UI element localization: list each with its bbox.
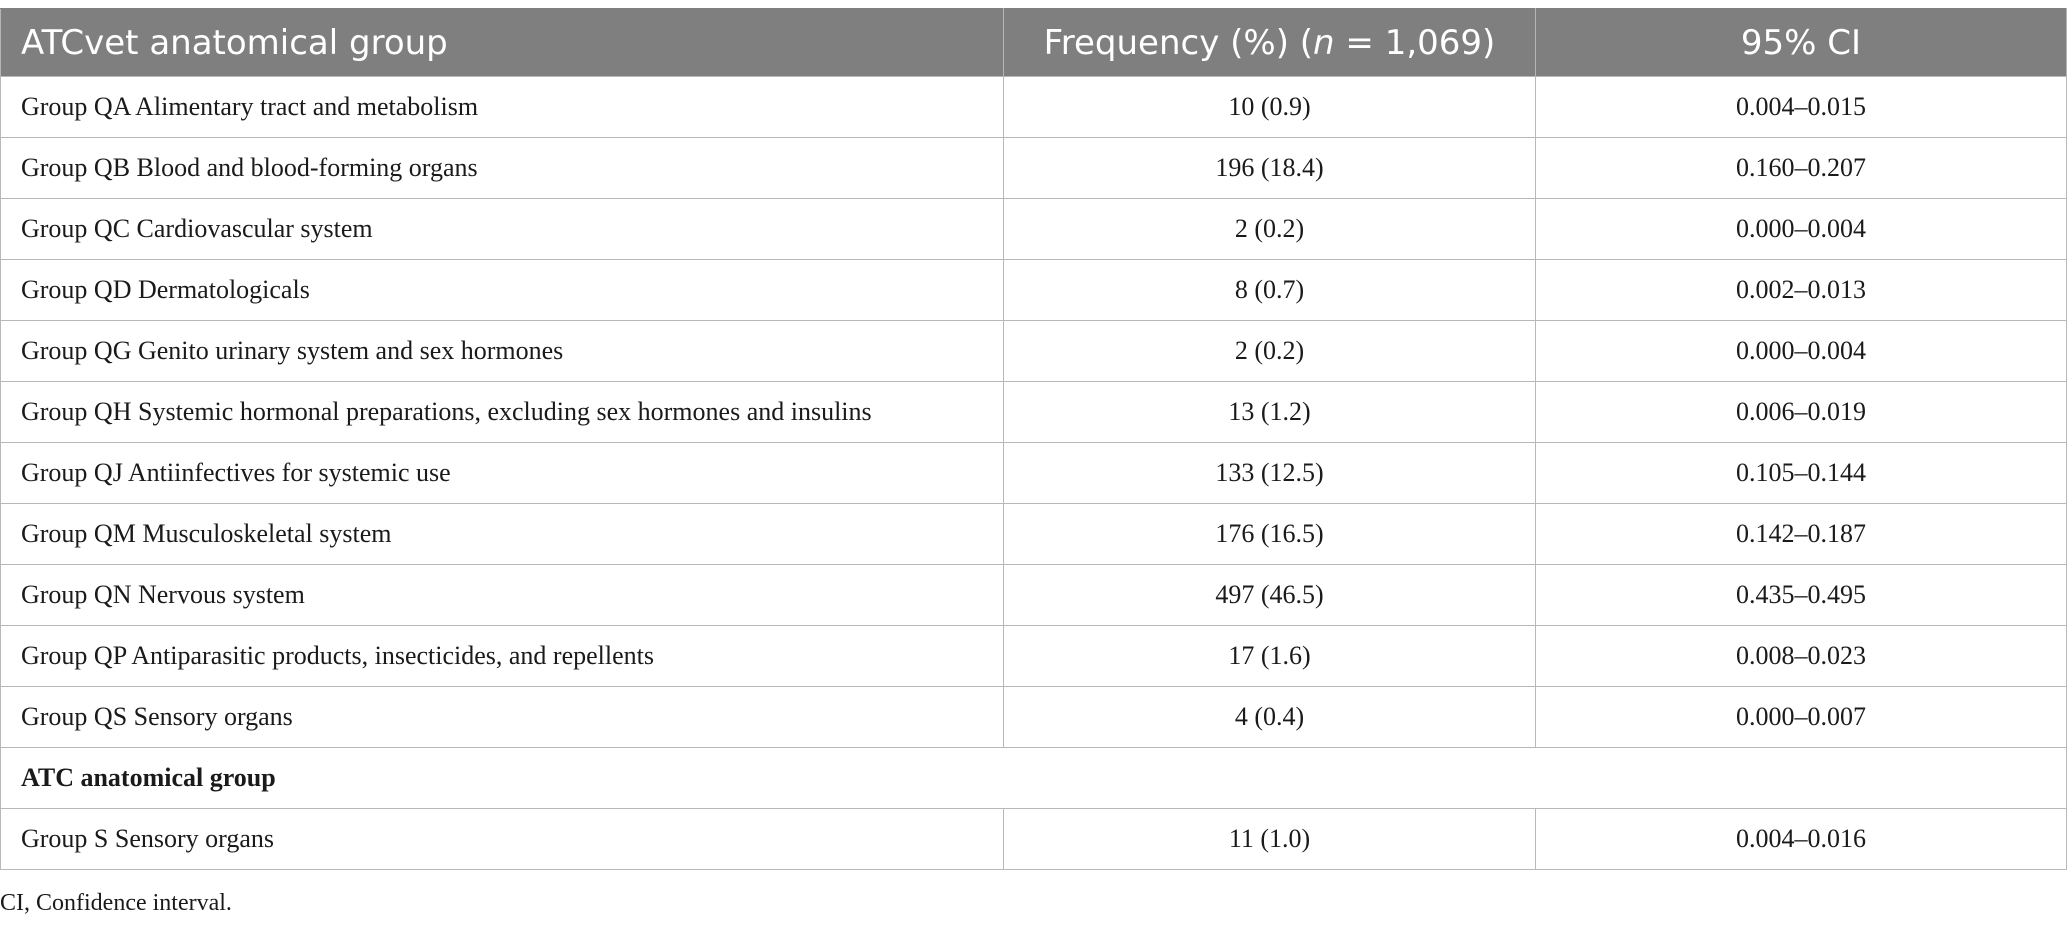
row-group-label: Group S Sensory organs (1, 809, 1004, 870)
row-ci: 0.006–0.019 (1536, 382, 2067, 443)
row-group-label: Group QJ Antiinfectives for systemic use (1, 443, 1004, 504)
table-row (1, 565, 2067, 626)
row-frequency: 17 (1.6) (1004, 626, 1536, 687)
row-group-label: Group QD Dermatologicals (1, 260, 1004, 321)
row-group-label: Group QC Cardiovascular system (1, 199, 1004, 260)
table-row (1, 77, 2067, 138)
header-ci: 95% CI (1536, 9, 2067, 77)
table-footnote: CI, Confidence interval. (0, 890, 232, 916)
row-frequency: 11 (1.0) (1004, 809, 1536, 870)
row-group-label: Group QM Musculoskeletal system (1, 504, 1004, 565)
table-row (1, 138, 2067, 199)
row-frequency: 2 (0.2) (1004, 321, 1536, 382)
row-group-label: Group QB Blood and blood-forming organs (1, 138, 1004, 199)
header-atcvet-group: ATCvet anatomical group (1, 9, 1004, 77)
header-row (1, 9, 2067, 77)
row-ci: 0.105–0.144 (1536, 443, 2067, 504)
atc-frequency-table (0, 8, 2067, 870)
row-frequency: 2 (0.2) (1004, 199, 1536, 260)
table-row (1, 809, 2067, 870)
row-group-label: Group QG Genito urinary system and sex hormones (1, 321, 1004, 382)
table-row (1, 626, 2067, 687)
row-group-label: Group QN Nervous system (1, 565, 1004, 626)
section-title-atc: ATC anatomical group (1, 748, 2067, 809)
row-ci: 0.002–0.013 (1536, 260, 2067, 321)
header-frequency-n: n (1313, 22, 1335, 63)
row-frequency: 8 (0.7) (1004, 260, 1536, 321)
row-ci: 0.004–0.016 (1536, 809, 2067, 870)
row-frequency: 13 (1.2) (1004, 382, 1536, 443)
row-frequency: 4 (0.4) (1004, 687, 1536, 748)
row-frequency: 133 (12.5) (1004, 443, 1536, 504)
header-frequency-suffix: = 1,069) (1334, 22, 1496, 63)
table-row (1, 443, 2067, 504)
row-group-label: Group QS Sensory organs (1, 687, 1004, 748)
header-frequency-prefix: Frequency (%) ( (1043, 22, 1314, 63)
section-header-row (1, 748, 2067, 809)
row-ci: 0.000–0.007 (1536, 687, 2067, 748)
row-group-label: Group QA Alimentary tract and metabolism (1, 77, 1004, 138)
row-frequency: 176 (16.5) (1004, 504, 1536, 565)
table-row (1, 321, 2067, 382)
table-row (1, 260, 2067, 321)
row-group-label: Group QP Antiparasitic products, insecticides, and repellents (1, 626, 1004, 687)
table-row (1, 687, 2067, 748)
row-ci: 0.008–0.023 (1536, 626, 2067, 687)
row-ci: 0.142–0.187 (1536, 504, 2067, 565)
row-ci: 0.004–0.015 (1536, 77, 2067, 138)
table-body (1, 77, 2067, 870)
row-group-label: Group QH Systemic hormonal preparations, excluding sex hormones and insulins (1, 382, 1004, 443)
table-row (1, 199, 2067, 260)
header-frequency (1004, 9, 1536, 77)
atc-table-container (0, 8, 2066, 870)
row-ci: 0.160–0.207 (1536, 138, 2067, 199)
table-row (1, 504, 2067, 565)
row-ci: 0.000–0.004 (1536, 321, 2067, 382)
row-frequency: 196 (18.4) (1004, 138, 1536, 199)
row-frequency: 497 (46.5) (1004, 565, 1536, 626)
row-frequency: 10 (0.9) (1004, 77, 1536, 138)
table-header (1, 9, 2067, 77)
table-row (1, 382, 2067, 443)
row-ci: 0.000–0.004 (1536, 199, 2067, 260)
row-ci: 0.435–0.495 (1536, 565, 2067, 626)
